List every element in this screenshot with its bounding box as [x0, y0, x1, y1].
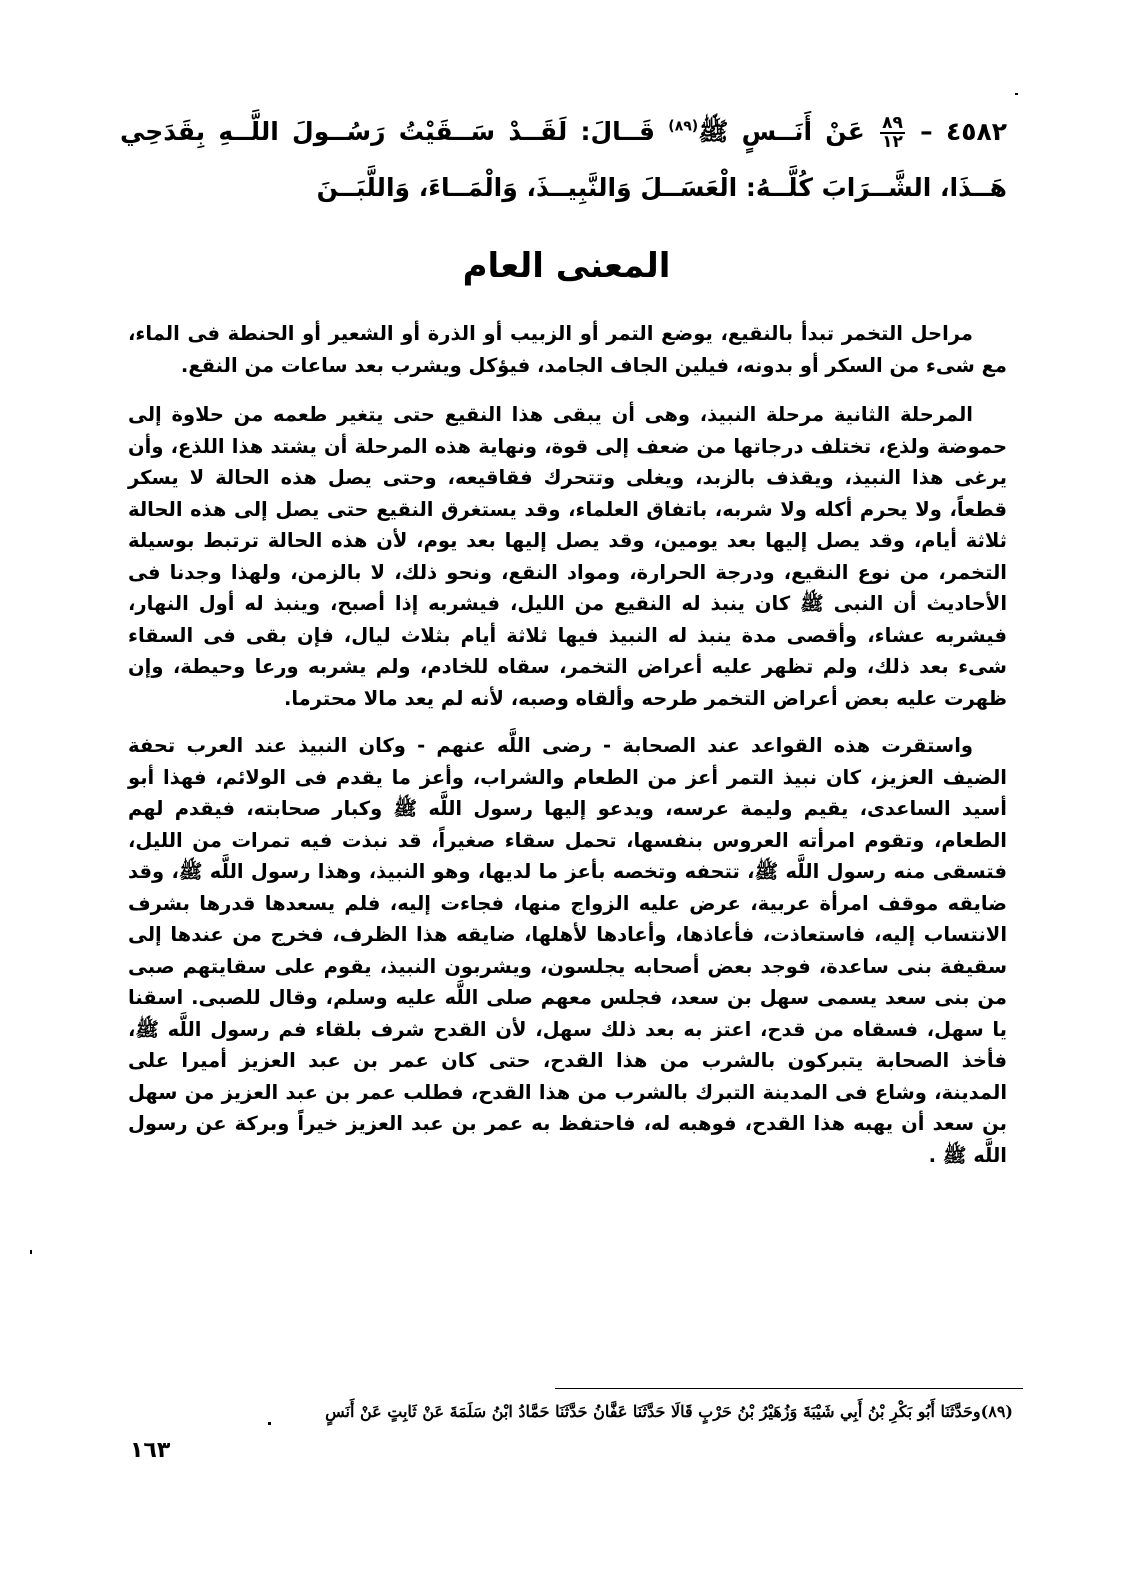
hadith-fraction — [880, 115, 905, 151]
scan-speck-left — [30, 1250, 32, 1254]
footnote-reference: (٨٩) — [668, 118, 699, 135]
hadith-body: قَــالَ: لَقَــدْ سَــقَيْتُ رَسُــولَ اللَّــهِ بِقَدَحِي هَــذَا، الشَّــرَابَ كُلَّــهُ: الْعَسَــلَ وَالنَّبِيــذَ، وَالْمَــاءَ، وَاللَّبَــنَ — [120, 117, 1007, 202]
hadith-text — [120, 104, 1007, 216]
footnote-divider — [555, 1388, 1023, 1389]
fraction-numerator: ٨٩ — [882, 113, 903, 133]
hadith-narrator: عَنْ أَنَــسٍ ﷺ — [698, 117, 865, 146]
paragraph-1: مراحل التخمر تبدأ بالنقيع، يوضع التمر أو الزبيب أو الذرة أو الشعير أو الحنطة فى الماء، مع شىء من السكر أو بدونه، فيلين الجاف الجامد، فيؤكل ويشرب بعد ساعات من النقع. — [128, 322, 1007, 377]
paragraph-3: واستقرت هذه القواعد عند الصحابة - رضى اللَّه عنهم - وكان النبيذ عند العرب تحفة الضيف العزيز، كان نبيذ التمر أعز من الطعام والشراب، وأعز ما يقدم فى الولائم، فهذا أبو أسيد الساعدى، يقيم وليمة عرسه، ويدعو إليها رسول اللَّه ﷺ وكبار صحابته، فيقدم لهم الطعام، وتقوم امرأته العروس بنفسها، تحمل سقاء صغيراً، قد نبذت فيه تمرات من الليل، فتسقى منه رسول اللَّه ﷺ، تتحفه وتخصه بأعز ما لديها، وهو النبيذ، وهذا رسول اللَّه ﷺ، وقد ضايقه موقف امرأة عربية، عرض عليه الزواج منها، فجاءت إليه، فلم يسعدها قدرها بشرف الانتساب إليه، فاستعاذت، فأعاذها، وأعادها لأهلها، ضايقه هذا الظرف، فخرج من عندها إلى سقيفة بنى ساعدة، فوجد بعض أصحابه يجلسون، ويشربون النبيذ، يقوم على سقايتهم صبى من بنى سعد يسمى سهل بن سعد، فجلس معهم صلى اللَّه عليه وسلم، وقال للصبى. اسقنا يا سهل، فسقاه من قدح، اعتز به بعد ذلك سهل، لأن القدح شرف بلقاء فم رسول اللَّه ﷺ، فأخذ الصحابة يتبركون بالشرب من هذا القدح، حتى كان عمر بن عبد العزيز أميرا على المدينة، وشاع فى المدينة التبرك بالشرب من هذا القدح، فطلب عمر بن عبد العزيز من سهل بن سعد أن يهبه هذا القدح، فوهبه له، فاحتفظ به عمر بن عبد العزيز خيراً وبركة عن رسول اللَّه ﷺ . — [128, 734, 1007, 1167]
fraction-denominator: ١٢ — [882, 132, 903, 152]
scan-speck-top — [1015, 93, 1018, 95]
hadith-separator: – — [920, 117, 933, 146]
footnote — [250, 1398, 1013, 1426]
footnote-number: (٨٩) — [980, 1402, 1013, 1421]
section-title: المعنى العام — [462, 246, 671, 286]
hadith-number: ٤٥٨٢ — [945, 117, 1007, 146]
body-text — [128, 318, 1007, 1189]
page-number: ١٦٣ — [130, 1438, 171, 1463]
footnote-text: وحَدَّثَنَا أَبُو بَكْرِ بْنُ أَبِي شَيْبَةَ وَزُهَيْرُ بْنُ حَرْبٍ قَالَا حَدَّثَنَا عَفَّانُ حَدَّثَنَا حَمَّادُ ابْنُ سَلَمَةَ عَنْ ثَابِتٍ عَنْ أَنَسٍ — [325, 1402, 981, 1421]
paragraph-2: المرحلة الثانية مرحلة النبيذ، وهى أن يبقى هذا النقيع حتى يتغير طعمه من حلاوة إلى حموضة ولذع، تختلف درجاتها من ضعف إلى قوة، ونهاية هذه المرحلة أن يشتد هذا اللذع، وأن يرغى هذا النبيذ، ويقذف بالزبد، ويغلى وتتحرك فقاقيعه، وحتى يصل هذه الحالة لا يسكر قطعاً، ولا يحرم أكله ولا شربه، باتفاق العلماء، وقد يستغرق النقيع حتى يصل إلى هذه الحالة ثلاثة أيام، وقد يصل إليها بعد يومين، وقد يصل إليها بعد يوم، لأن هذه الحالة ترتبط بوسيلة التخمر، من نوع النقيع، ودرجة الحرارة، ومواد النقع، ونحو ذلك، لا بالزمن، ولهذا وجدنا فى الأحاديث أن النبى ﷺ كان ينبذ له النقيع من الليل، فيشربه إذا أصبح، وينبذ له أول النهار، فيشربه عشاء، وأقصى مدة ينبذ له النبيذ فيها ثلاثة أيام بثلاث ليال، فإن بقى فى السقاء شىء بعد ذلك، ولم تظهر عليه أعراض التخمر، سقاه للخادم، ولم يشربه ورعا وحيطة، وإن ظهرت عليه بعض أعراض التخمر طرحه وألقاه وصبه، لأنه لم يعد مالا محترما. — [128, 403, 1007, 710]
